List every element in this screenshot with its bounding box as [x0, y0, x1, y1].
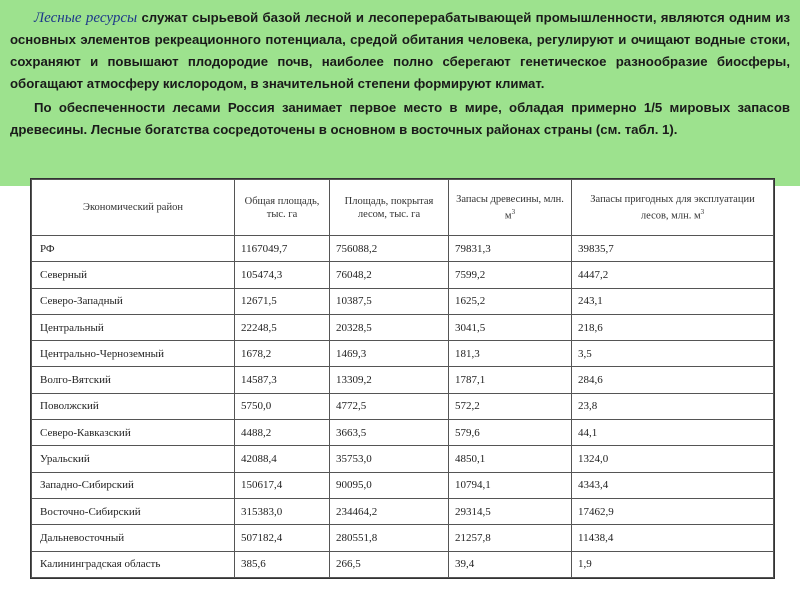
- intro-lead-term: Лесные ресурсы: [34, 10, 138, 26]
- intro-paragraph-1: [10, 7, 790, 95]
- header-total-area: Общая площадь, тыс. га: [235, 180, 330, 236]
- table-cell-region: Центральный: [32, 314, 235, 340]
- table-cell-value: 76048,2: [330, 262, 449, 288]
- table-cell-value: 3,5: [572, 341, 774, 367]
- table-cell-value: 13309,2: [330, 367, 449, 393]
- table-cell-region: Восточно-Сибирский: [32, 498, 235, 524]
- table-row: [32, 236, 774, 262]
- table-cell-value: 5750,0: [235, 393, 330, 419]
- table-cell-value: 39835,7: [572, 236, 774, 262]
- table-row: [32, 420, 774, 446]
- table-cell-value: 3041,5: [449, 314, 572, 340]
- header-region: Экономический район: [32, 180, 235, 236]
- table-cell-value: 4447,2: [572, 262, 774, 288]
- table-row: [32, 472, 774, 498]
- intro-paragraph-1-text: служат сырьевой базой лесной и лесоперерабатывающей промышленности, являются одним из основных элементов рекреационного потенциала, средой обитания человека, регулируют и очищают водные стоки, сохраняют и повышают плодородие почв, наиболее полно сберегают генетическое разнообразие биосферы, обогащают атмосферу кислородом, в значительной степени формируют климат.: [10, 10, 790, 91]
- table-cell-value: 10387,5: [330, 288, 449, 314]
- table-cell-value: 1625,2: [449, 288, 572, 314]
- table-cell-value: 280551,8: [330, 525, 449, 551]
- table-cell-value: 11438,4: [572, 525, 774, 551]
- header-forest-area: Площадь, покрытая лесом, тыс. га: [330, 180, 449, 236]
- table-cell-region: Западно-Сибирский: [32, 472, 235, 498]
- table-row: [32, 314, 774, 340]
- table-cell-value: 4343,4: [572, 472, 774, 498]
- table-body: [32, 236, 774, 578]
- table-cell-value: 284,6: [572, 367, 774, 393]
- table-row: [32, 498, 774, 524]
- table-row: [32, 525, 774, 551]
- table-row: [32, 341, 774, 367]
- table-row: [32, 288, 774, 314]
- table-cell-region: Северо-Кавказский: [32, 420, 235, 446]
- table-cell-value: 1,9: [572, 551, 774, 577]
- table-cell-region: Поволжский: [32, 393, 235, 419]
- table-cell-value: 10794,1: [449, 472, 572, 498]
- table-cell-region: Северо-Западный: [32, 288, 235, 314]
- table-cell-value: 29314,5: [449, 498, 572, 524]
- table-row: [32, 393, 774, 419]
- table-cell-value: 266,5: [330, 551, 449, 577]
- table-cell-value: 39,4: [449, 551, 572, 577]
- table-cell-value: 1324,0: [572, 446, 774, 472]
- table-row: [32, 367, 774, 393]
- table-cell-value: 44,1: [572, 420, 774, 446]
- table-cell-value: 1167049,7: [235, 236, 330, 262]
- table-cell-value: 4772,5: [330, 393, 449, 419]
- table-cell-value: 7599,2: [449, 262, 572, 288]
- table-cell-value: 234464,2: [330, 498, 449, 524]
- table-cell-value: 756088,2: [330, 236, 449, 262]
- header-exploitable-stock-sup: 3: [700, 207, 705, 216]
- table-cell-value: 14587,3: [235, 367, 330, 393]
- table-cell-value: 22248,5: [235, 314, 330, 340]
- table-cell-region: Калининградская область: [32, 551, 235, 577]
- forest-resources-table-wrap: [30, 178, 775, 579]
- table-cell-region: Центрально-Черноземный: [32, 341, 235, 367]
- table-cell-value: 507182,4: [235, 525, 330, 551]
- table-cell-value: 4488,2: [235, 420, 330, 446]
- table-cell-value: 1678,2: [235, 341, 330, 367]
- table-cell-value: 1787,1: [449, 367, 572, 393]
- table-cell-region: Северный: [32, 262, 235, 288]
- table-cell-value: 243,1: [572, 288, 774, 314]
- table-cell-value: 90095,0: [330, 472, 449, 498]
- table-cell-value: 17462,9: [572, 498, 774, 524]
- table-cell-value: 23,8: [572, 393, 774, 419]
- table-cell-value: 12671,5: [235, 288, 330, 314]
- header-timber-stock-sup: 3: [511, 207, 516, 216]
- table-cell-value: 150617,4: [235, 472, 330, 498]
- table-cell-value: 105474,3: [235, 262, 330, 288]
- header-exploitable-stock: Запасы пригодных для эксплуатации лесов, млн. $м^3$: [572, 180, 774, 236]
- intro-paragraph-2: По обеспеченности лесами Россия занимает первое место в мире, обладая примерно 1/5 мировых запасов древесины. Лесные богатства сосредоточены в основном в восточных районах страны (см. табл. 1).: [10, 100, 790, 137]
- table-cell-value: 79831,3: [449, 236, 572, 262]
- table-row: [32, 551, 774, 577]
- header-timber-stock: Запасы древесины, млн. $м^3$: [449, 180, 572, 236]
- table-cell-region: РФ: [32, 236, 235, 262]
- table-cell-value: 42088,4: [235, 446, 330, 472]
- forest-resources-table: [31, 179, 774, 578]
- table-cell-value: 572,2: [449, 393, 572, 419]
- table-header-row: [32, 180, 774, 236]
- table-cell-value: 4850,1: [449, 446, 572, 472]
- table-cell-value: 3663,5: [330, 420, 449, 446]
- table-cell-value: 579,6: [449, 420, 572, 446]
- intro-box: [0, 0, 800, 186]
- table-cell-value: 35753,0: [330, 446, 449, 472]
- table-cell-value: 181,3: [449, 341, 572, 367]
- table-cell-region: Уральский: [32, 446, 235, 472]
- table-cell-value: 218,6: [572, 314, 774, 340]
- table-row: [32, 446, 774, 472]
- table-cell-value: 1469,3: [330, 341, 449, 367]
- table-cell-region: Дальневосточный: [32, 525, 235, 551]
- table-cell-value: 315383,0: [235, 498, 330, 524]
- table-row: [32, 262, 774, 288]
- table-cell-value: 385,6: [235, 551, 330, 577]
- table-cell-value: 21257,8: [449, 525, 572, 551]
- table-cell-region: Волго-Вятский: [32, 367, 235, 393]
- table-cell-value: 20328,5: [330, 314, 449, 340]
